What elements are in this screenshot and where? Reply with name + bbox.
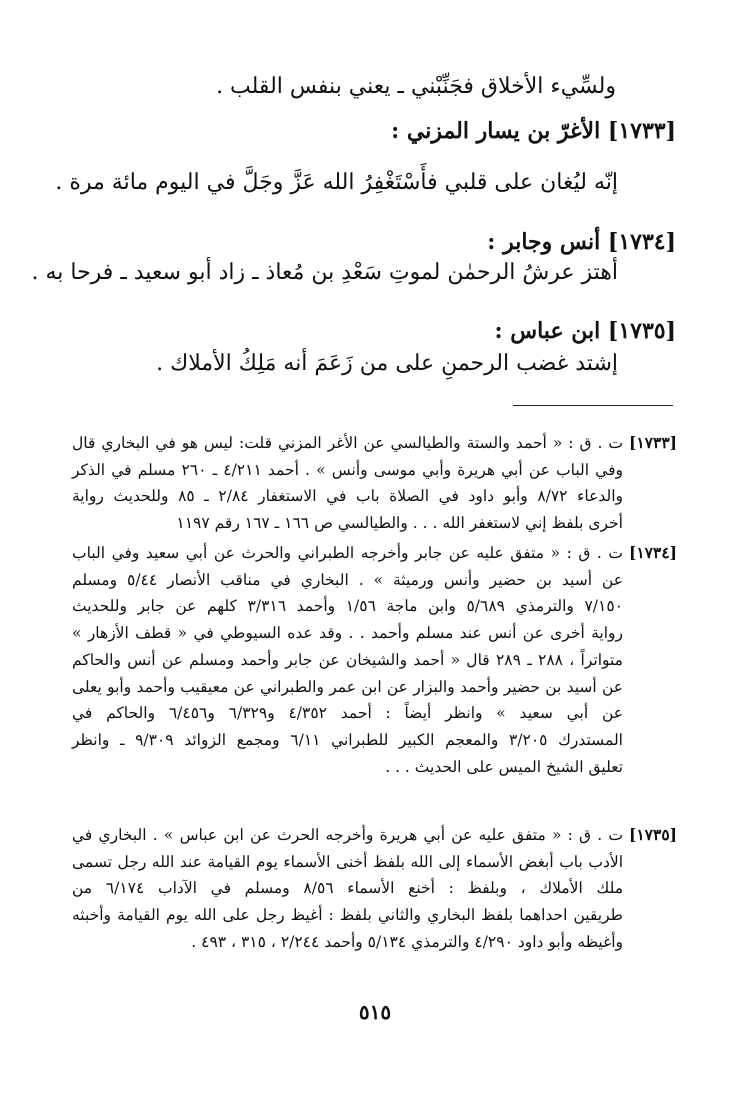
entry-number: [١٧٣٣] (607, 118, 676, 144)
footnote-line: والدعاء ٨/٧٢ وأبو داود في الصلاة باب في الاستغفار ٢/٨٤ ـ ٨٥ وللحديث رواية (72, 487, 623, 506)
intro-line: ولسِّيء الأخلاق فجَنِّبْني ـ يعني بنفس القلب . (216, 74, 616, 99)
footnote-line: ملك الأملاك ، وبلفظ : أخنع الأسماء ٨/٥٦ ومسلم في الآداب ٦/١٧٤ من (72, 879, 624, 898)
footnote-line: تعليق الشيخ الميس على الحديث . . . (385, 757, 623, 776)
footnote-line: المستدرك ٣/٢٠٥ والمعجم الكبير للطبراني ٦/١١ ومجمع الزوائد ٩/٣٠٩ ـ وانظر (72, 730, 623, 749)
footnote-number: [١٧٣٣] (629, 433, 677, 452)
entry-heading-1735 (494, 318, 676, 344)
entry-narrator: أنس وجابر : (487, 229, 601, 255)
footnote-line: ت . ق : « متفق عليه عن أبي هريرة وأخرجه الحرث عن ابن عباس » . البخاري في (72, 826, 623, 844)
footnote-line: طريقين احداهما بلفظ البخاري والثاني بلفظ : أغيظ رجل على الله يوم القيامة وأخبثه (72, 906, 623, 925)
footnote-1735 (72, 822, 677, 956)
footnote-line: ٧/١٥٠ والترمذي ٥/٦٨٩ وابن ماجة ١/٥٦ وأحمد ٣/٣١٦ كلهم عن جابر وللحديث (72, 597, 624, 616)
footnote-line: رواية أخرى عن أنس عند مسلم وأحمد . . وقد عده السيوطي في « قطف الأزهار » (72, 624, 623, 643)
entry-text-1733: إنّه ليُغان على قلبي فأَسْتَغْفِرُ الله عَزَّ وجَلَّ في اليوم مائة مرة . (55, 170, 618, 195)
footnote-number: [١٧٣٤] (629, 543, 677, 562)
footnote-line: عن أسيد بن حضير وأحمد والبزار عن ابن عمر والطبراني عن معيقيب وأحمد وأبو يعلى (72, 677, 623, 696)
entry-heading-1734 (487, 229, 676, 255)
footnote-number: [١٧٣٥] (629, 825, 677, 844)
footnote-line: ت . ق : « متفق عليه عن جابر وأخرجه الطبراني والحرث عن أبي سعيد وفي الباب (72, 544, 623, 562)
footnote-line: وأغيظه وأبو داود ٤/٢٩٠ والترمذي ٥/١٣٤ وأحمد ٢/٢٤٤ ، ٣١٥ ، ٤٩٣ . (191, 932, 623, 951)
footnote-divider (513, 405, 673, 406)
entry-text-1734: أهتز عرشُ الرحمٰن لموتِ سَعْدِ بن مُعاذ ـ زاد أبو سعيد ـ فرحا به . (31, 260, 618, 285)
footnote-line: الأدب باب أبغض الأسماء إلى الله بلفظ أخنى الأسماء يوم القيامة عند الله رجل تسمى (72, 852, 623, 871)
entry-narrator: الأغرّ بن يسار المزني : (391, 118, 601, 144)
footnote-line: وفي الباب عن أبي هريرة وأبي موسى وأنس » . أحمد ٤/٢١١ ـ ٢٦٠ مسلم في الذكر (72, 460, 623, 479)
entry-text-1735: إشتد غضب الرحمنِ على من زَعَمَ أنه مَلِكُ الأملاك . (156, 351, 618, 376)
entry-number: [١٧٣٥] (607, 318, 676, 344)
footnote-line: ت . ق : « أحمد والستة والطيالسي عن الأغر المزني قلت: ليس هو في البخاري قال (72, 434, 623, 452)
entry-heading-1733 (391, 118, 676, 144)
entry-number: [١٧٣٤] (607, 229, 676, 255)
footnote-line: عن أبي سعيد » وانظر أيضاً : أحمد ٤/٣٥٢ و٦/٣٢٩ و٦/٤٥٦ والحاكم في (72, 704, 623, 723)
footnote-1734 (72, 540, 677, 780)
footnote-line: متواتراً ، ٢٨٨ ـ ٢٨٩ قال « أحمد والشيخان عن جابر وأحمد ومسلم عن أنس والحاكم (72, 650, 623, 669)
footnote-line: عن أسيد بن حضير وأنس ورميثة » . البخاري في مناقب الأنصار ٥/٤٤ ومسلم (72, 570, 623, 589)
footnote-line: أخرى بلفظ إني لاستغفر الله . . . والطيالسي ص ١٦٦ ـ ١٦٧ رقم ١١٩٧ (176, 514, 623, 533)
entry-narrator: ابن عباس : (494, 318, 601, 344)
page-number: ٥١٥ (358, 1000, 392, 1024)
footnote-1733 (72, 430, 677, 537)
